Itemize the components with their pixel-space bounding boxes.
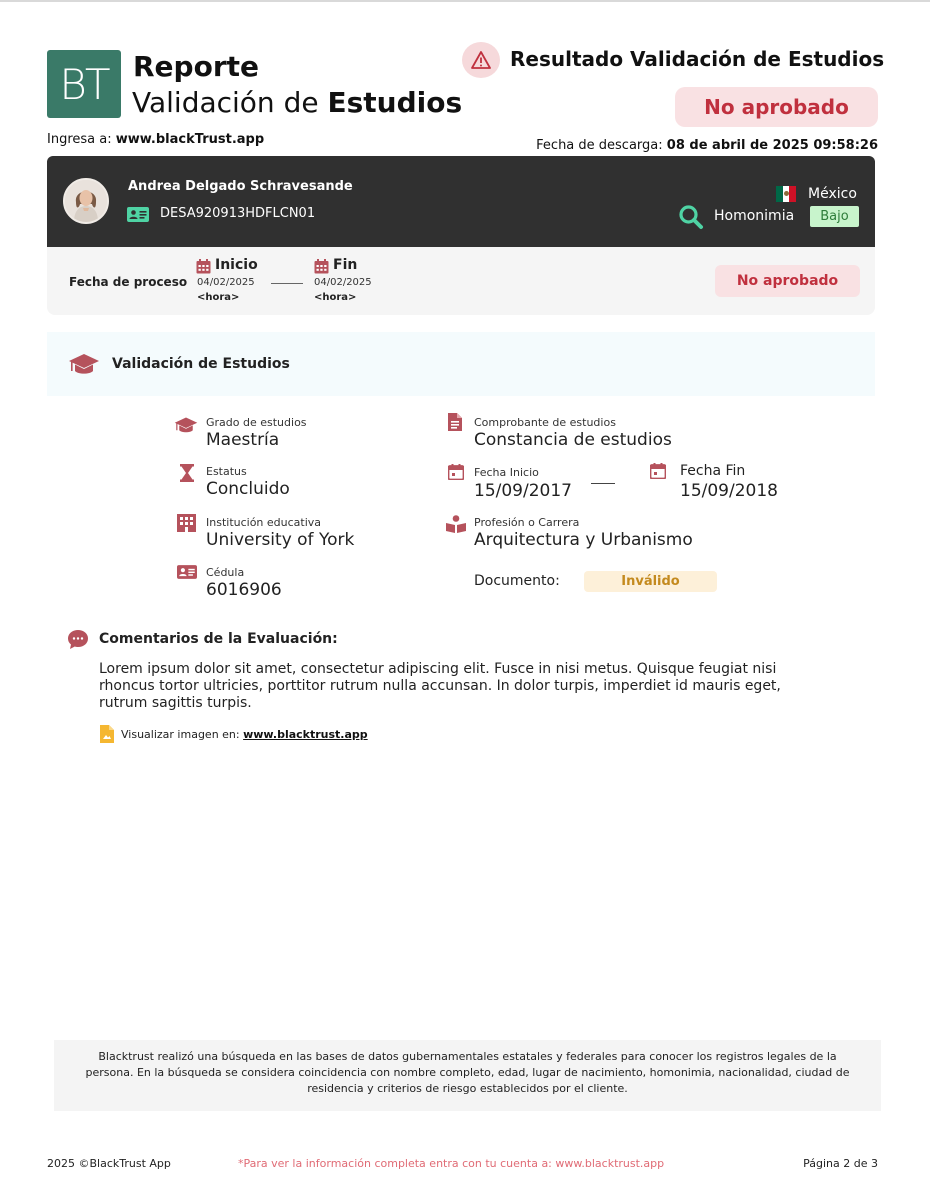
process-status-badge: No aprobado <box>715 265 860 297</box>
logo <box>47 50 121 118</box>
person-id: DESA920913HDFLCN01 <box>160 206 316 221</box>
building-icon <box>177 514 196 536</box>
fecha-fin-label: Fecha Fin <box>680 463 746 479</box>
date-range-separator <box>591 483 615 484</box>
hourglass-icon <box>180 464 194 486</box>
country: México <box>808 186 857 202</box>
page-number: Página 2 de 3 <box>803 1157 878 1170</box>
footer-copyright: 2025 ©BlackTrust App <box>47 1157 171 1170</box>
comment-icon <box>68 630 88 653</box>
fecha-fin-value: 15/09/2018 <box>680 481 778 501</box>
search-icon <box>678 204 704 234</box>
process-start-date: 04/02/2025 <box>197 277 255 288</box>
profesion-value: Arquitectura y Urbanismo <box>474 530 693 550</box>
process-start-hour: <hora> <box>197 292 240 303</box>
report-subtitle <box>132 86 462 119</box>
ingresa-url[interactable]: www.blackTrust.app <box>115 132 265 147</box>
process-end-hour: <hora> <box>314 292 357 303</box>
subtitle-prefix: Validación de <box>132 86 328 119</box>
subtitle-bold: Estudios <box>327 86 463 119</box>
person-band <box>47 156 875 247</box>
report-title: Reporte <box>133 50 260 83</box>
calendar-icon <box>650 463 666 483</box>
process-date-label: Fecha de proceso <box>69 275 188 289</box>
result-title: Resultado Validación de Estudios <box>510 47 885 71</box>
download-date <box>536 138 878 153</box>
download-date-label: Fecha de descarga: <box>536 138 667 153</box>
graduation-cap-icon <box>174 416 198 438</box>
grado-label: Grado de estudios <box>206 416 307 429</box>
id-card-icon <box>177 564 197 583</box>
documento-label: Documento: <box>474 573 560 589</box>
image-file-icon <box>100 725 114 747</box>
process-end-label: Fin <box>333 257 358 273</box>
warning-triangle-icon <box>462 42 500 78</box>
logo-text: BT <box>59 59 109 109</box>
process-end-date: 04/02/2025 <box>314 277 372 288</box>
person-name: Andrea Delgado Schravesande <box>128 179 353 194</box>
mexico-flag-icon <box>776 186 796 202</box>
visualizar-link[interactable]: www.blacktrust.app <box>243 728 368 741</box>
calendar-icon <box>196 259 211 278</box>
estatus-value: Concluido <box>206 479 290 499</box>
ingresa-line <box>47 132 264 147</box>
avatar <box>63 178 109 224</box>
visualizar-line <box>121 728 368 741</box>
comprobante-label: Comprobante de estudios <box>474 416 616 429</box>
profesion-label: Profesión o Carrera <box>474 516 580 529</box>
section-title: Validación de Estudios <box>112 356 290 372</box>
institucion-label: Institución educativa <box>206 516 322 529</box>
calendar-icon <box>314 259 329 278</box>
document-icon <box>448 413 462 435</box>
disclaimer: Blacktrust realizó una búsqueda en las bases de datos gubernamentales estatales y federales para conocer los registros legales de la persona. En la búsqueda se considera coincidencia con nombre completo, edad, lugar de nacimiento, homonimia, nacionalidad, ciudad de residencia y criterios de riesgo establecidos por el cliente. <box>54 1040 881 1111</box>
comments-text: Lorem ipsum dolor sit amet, consectetur adipiscing elit. Fusce in nisi metus. Quisque feugiat nisi rhoncus tortor ultricies, porttitor rutrum nulla accunsan. In dolor turpis, imperdiet id mauris eget, rutrum sagittis turpis. <box>99 661 781 711</box>
top-divider <box>0 0 930 2</box>
documento-badge: Inválido <box>584 571 717 592</box>
fecha-inicio-label: Fecha Inicio <box>474 466 539 479</box>
homonimia-label: Homonimia <box>714 208 795 224</box>
comments-title: Comentarios de la Evaluación: <box>99 631 338 647</box>
fecha-inicio-value: 15/09/2017 <box>474 481 572 501</box>
status-badge: No aprobado <box>675 87 878 127</box>
homonimia-badge: Bajo <box>810 206 859 227</box>
cedula-label: Cédula <box>206 566 245 579</box>
comprobante-value: Constancia de estudios <box>474 430 672 450</box>
institucion-value: University of York <box>206 530 355 550</box>
id-card-icon <box>127 207 149 226</box>
grado-value: Maestría <box>206 430 280 450</box>
download-date-value: 08 de abril de 2025 09:58:26 <box>666 138 878 153</box>
process-start-label: Inicio <box>215 257 258 273</box>
footer-note[interactable]: *Para ver la información completa entra con tu cuenta a: www.blacktrust.app <box>238 1157 665 1170</box>
calendar-icon <box>448 464 464 484</box>
ingresa-label: Ingresa a: <box>47 132 116 147</box>
graduation-cap-icon <box>68 352 100 380</box>
visualizar-label: Visualizar imagen en: <box>121 728 244 741</box>
cedula-value: 6016906 <box>206 580 282 600</box>
briefcase-icon <box>446 515 466 537</box>
date-range-separator <box>271 283 303 284</box>
estatus-label: Estatus <box>206 465 247 478</box>
